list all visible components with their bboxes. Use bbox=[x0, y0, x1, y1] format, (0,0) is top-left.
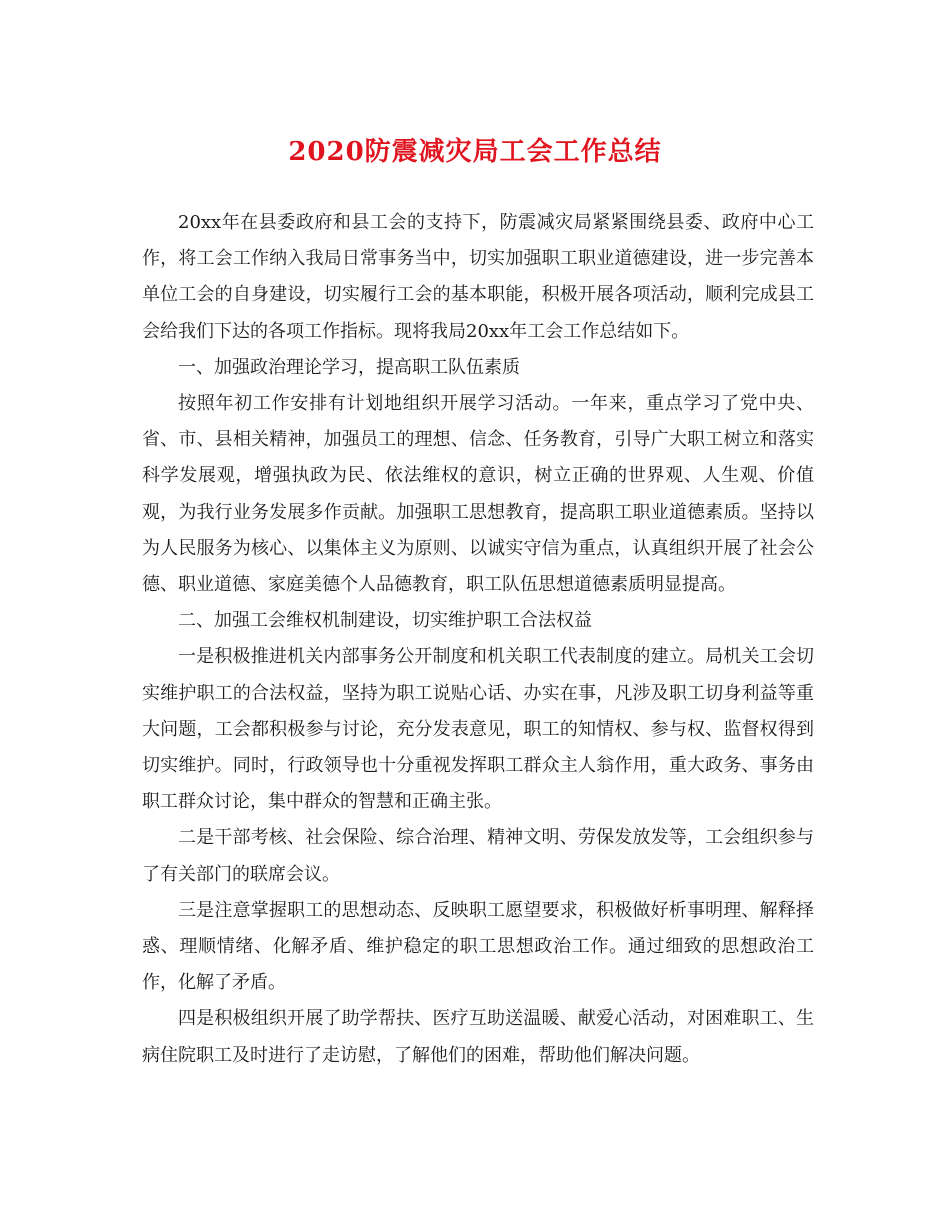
paragraph-item-4: 四是积极组织开展了助学帮扶、医疗互助送温暖、献爱心活动，对困难职工、生病住院职工及时进行了走访慰，了解他们的困难，帮助他们解决问题。 bbox=[142, 1008, 814, 1066]
paragraph-intro: 20xx年在县委政府和县工会的支持下，防震减灾局紧紧围绕县委、政府中心工作，将工会工作纳入我局日常事务当中，切实加强职工职业道德建设，进一步完善本单位工会的自身建设，切实履行工会的基本职能，积极开展各项活动，顺利完成县工会给我们下达的各项工作指标。现将我局20xx年工会工作总结如下。 bbox=[142, 212, 814, 342]
paragraph-item-1: 一是积极推进机关内部事务公开制度和机关职工代表制度的建立。局机关工会切实维护职工的合法权益，坚持为职工说贴心话、办实在事，凡涉及职工切身利益等重大问题，工会都积极参与讨论，充分发表意见，职工的知情权、参与权、监督权得到切实维护。同时，行政领导也十分重视发挥职工群众主人翁作用，重大政务、事务由职工群众讨论，集中群众的智慧和正确主张。 bbox=[142, 646, 814, 813]
paragraph-section-1: 按照年初工作安排有计划地组织开展学习活动。一年来，重点学习了党中央、省、市、县相关精神，加强员工的理想、信念、任务教育，引导广大职工树立和落实科学发展观，增强执政为民、依法维权的意识，树立正确的世界观、人生观、价值观，为我行业务发展多作贡献。加强职工思想教育，提高职工职业道德素质。坚持以为人民服务为核心、以集体主义为原则、以诚实守信为重点，认真组织开展了社会公德、职业道德、家庭美德个人品德教育，职工队伍思想道德素质明显提高。 bbox=[142, 393, 814, 596]
paragraph-item-3: 三是注意掌握职工的思想动态、反映职工愿望要求，积极做好析事明理、解释择惑、理顺情绪、化解矛盾、维护稳定的职工思想政治工作。通过细致的思想政治工作，化解了矛盾。 bbox=[142, 899, 814, 994]
paragraph-item-2: 二是干部考核、社会保险、综合治理、精神文明、劳保发放发等，工会组织参与了有关部门的联席会议。 bbox=[142, 827, 814, 885]
section-heading-2: 二、加强工会维权机制建设，切实维护职工合法权益 bbox=[178, 610, 592, 632]
document-title: 2020防震减灾局工会工作总结 bbox=[288, 137, 662, 167]
document-body bbox=[142, 205, 814, 1074]
section-heading-1: 一、加强政治理论学习，提高职工队伍素质 bbox=[178, 356, 520, 378]
